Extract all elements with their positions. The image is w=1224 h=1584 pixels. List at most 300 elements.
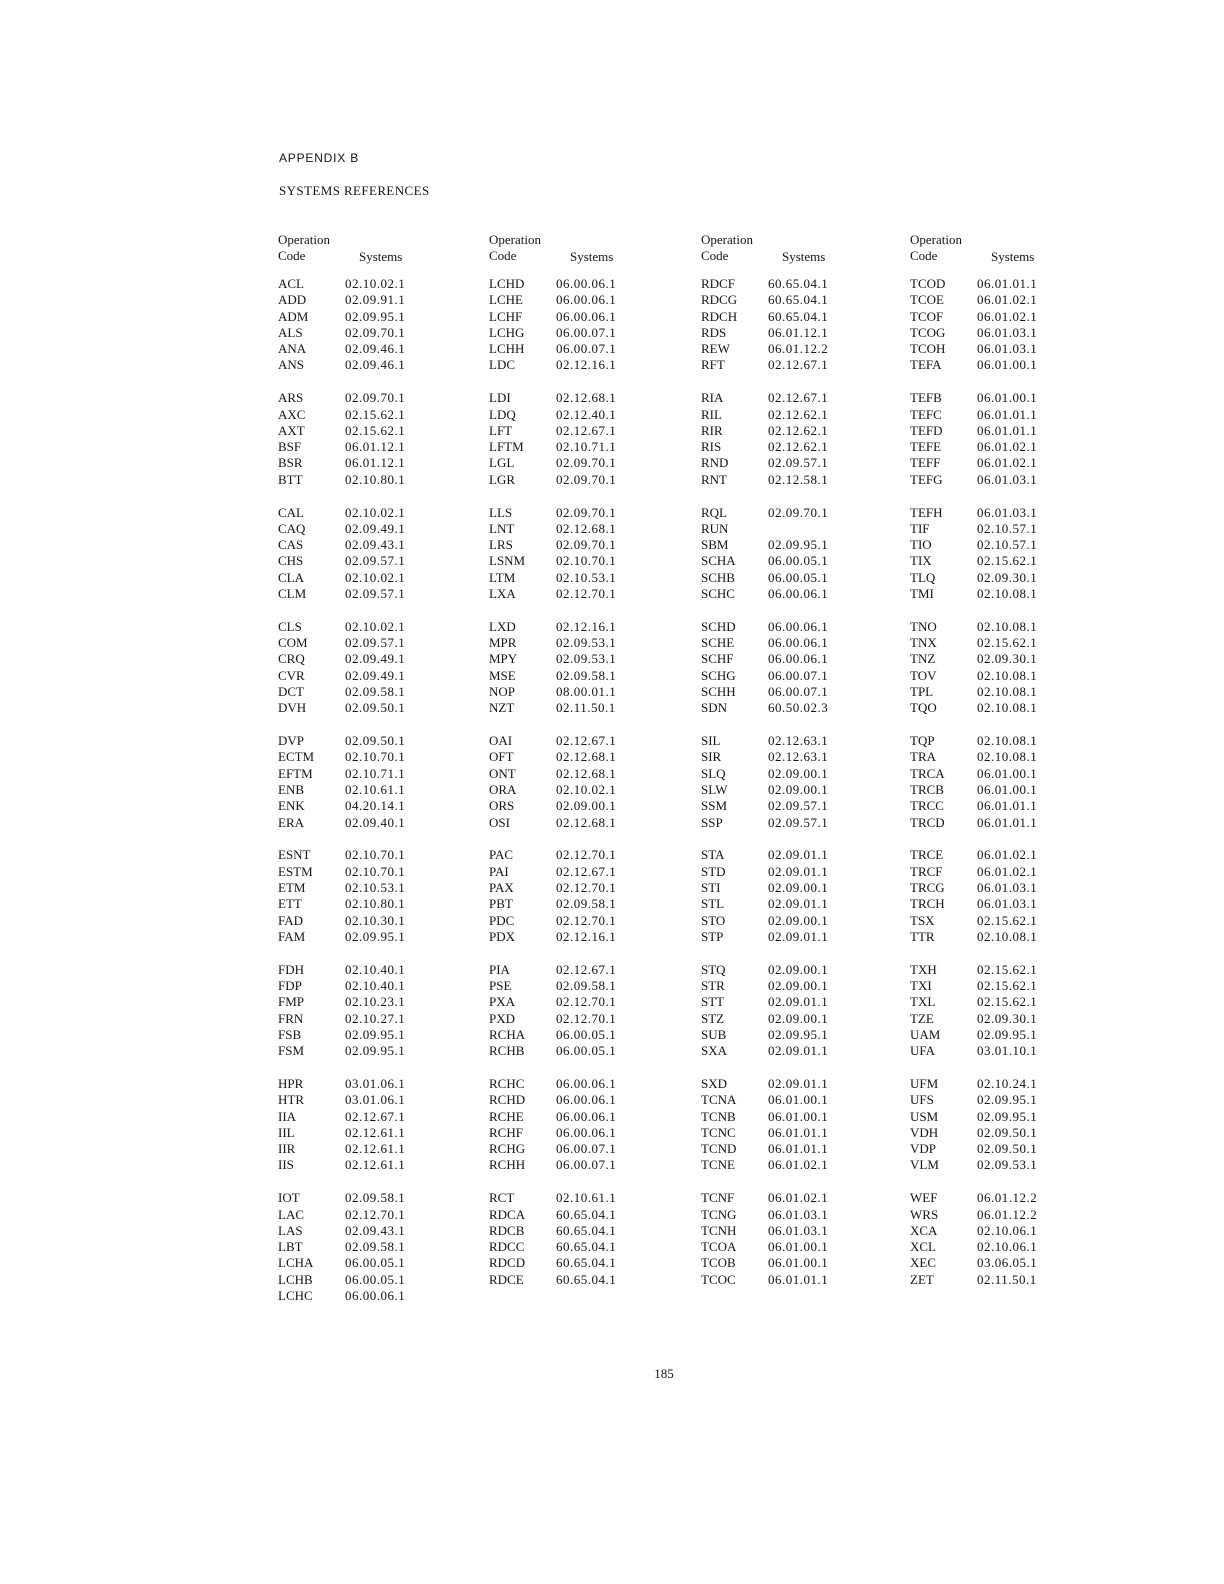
systems-reference: 60.50.02.3 — [768, 700, 829, 716]
systems-reference: 02.09.46.1 — [345, 357, 406, 373]
table-row — [910, 423, 1110, 439]
systems-reference: 06.01.00.1 — [977, 765, 1038, 781]
systems-reference: 02.15.62.1 — [977, 912, 1038, 928]
systems-reference: 02.10.08.1 — [977, 749, 1038, 765]
systems-reference: 02.12.16.1 — [556, 928, 617, 944]
operation-code: STI — [701, 880, 721, 895]
systems-reference: 02.09.58.1 — [556, 667, 617, 683]
systems-reference: 02.15.62.1 — [977, 553, 1038, 569]
systems-reference: 02.09.95.1 — [977, 1108, 1038, 1124]
operation-code: ADD — [278, 292, 307, 308]
systems-reference: 06.01.01.1 — [977, 798, 1038, 814]
table-row — [701, 1141, 901, 1157]
table-row — [489, 570, 689, 586]
row-group — [278, 505, 478, 603]
operation-code: SXA — [701, 1043, 728, 1059]
operation-code: CLS — [278, 618, 302, 634]
table-row — [701, 357, 901, 373]
systems-reference: 02.09.58.1 — [345, 1239, 406, 1255]
operation-code: TXH — [910, 961, 937, 977]
operation-code: TQP — [910, 733, 935, 749]
systems-reference: 06.01.02.1 — [977, 292, 1038, 308]
operation-code: STP — [701, 928, 724, 944]
table-row — [910, 586, 1110, 602]
systems-reference: 02.09.01.1 — [768, 1075, 829, 1091]
column-header — [910, 232, 1110, 276]
table-row — [489, 749, 689, 765]
table-row — [701, 1223, 901, 1239]
operation-code: ADM — [278, 308, 309, 324]
operation-code: BTT — [278, 471, 303, 487]
operation-code: UFA — [910, 1043, 936, 1059]
systems-reference: 06.01.03.1 — [977, 341, 1038, 357]
operation-code: XCA — [910, 1222, 938, 1238]
reference-column — [910, 232, 1110, 1288]
operation-code: TRCA — [910, 765, 945, 781]
operation-code: PAC — [489, 847, 514, 863]
operation-code: MSE — [489, 667, 516, 683]
column-header — [278, 232, 478, 276]
operation-code: FAD — [278, 912, 304, 928]
systems-reference: 02.15.62.1 — [977, 977, 1038, 993]
systems-reference: 06.01.01.1 — [768, 1141, 829, 1157]
operation-code: SCHC — [701, 586, 735, 602]
systems-reference: 02.10.61.1 — [345, 782, 406, 798]
operation-code: SSM — [701, 798, 728, 814]
operation-code: TQO — [910, 700, 937, 716]
row-group — [701, 733, 901, 831]
systems-reference: 02.10.80.1 — [345, 896, 406, 912]
table-row — [278, 553, 478, 569]
operation-code: DVH — [278, 700, 307, 716]
table-row — [701, 766, 901, 782]
systems-reference: 02.10.40.1 — [345, 961, 406, 977]
systems-reference: 02.09.00.1 — [768, 782, 829, 798]
table-row — [278, 423, 478, 439]
systems-reference: 02.12.67.1 — [556, 422, 617, 438]
systems-reference: 02.12.70.1 — [556, 880, 617, 895]
operation-code: CRQ — [278, 651, 305, 667]
systems-reference: 02.09.70.1 — [345, 390, 406, 406]
systems-reference: 06.01.00.1 — [977, 390, 1038, 406]
operation-code: FRN — [278, 1010, 304, 1026]
systems-reference: 06.00.06.1 — [556, 1124, 617, 1140]
systems-reference: 02.12.62.1 — [768, 439, 829, 455]
operation-code: CAS — [278, 537, 304, 553]
operation-code: LNT — [489, 520, 515, 536]
systems-reference: 02.09.57.1 — [345, 553, 406, 569]
operation-code: SDN — [701, 700, 728, 716]
table-row — [278, 798, 478, 814]
table-row — [701, 472, 901, 488]
table-row — [489, 1076, 689, 1092]
operation-code: CAL — [278, 504, 304, 520]
systems-reference: 02.15.62.1 — [977, 994, 1038, 1010]
operation-code: LXA — [489, 586, 516, 602]
operation-code: LCHG — [489, 324, 525, 340]
operation-code: LLS — [489, 504, 513, 520]
table-row — [701, 1011, 901, 1027]
operation-code: TRCF — [910, 863, 943, 879]
table-row — [701, 815, 901, 831]
table-row — [278, 668, 478, 684]
operation-code: UFS — [910, 1092, 934, 1108]
table-row — [489, 1223, 689, 1239]
operation-code: SCHE — [701, 635, 735, 651]
systems-reference: 02.11.50.1 — [977, 1271, 1037, 1287]
systems-reference: 02.10.71.1 — [345, 765, 406, 781]
systems-reference: 02.09.57.1 — [768, 798, 829, 814]
table-row — [278, 684, 478, 700]
systems-reference: 02.09.70.1 — [556, 471, 617, 487]
table-row — [489, 505, 689, 521]
operation-code: FSM — [278, 1043, 305, 1059]
table-row — [489, 1092, 689, 1108]
systems-reference: 02.10.08.1 — [977, 618, 1038, 634]
table-row — [910, 472, 1110, 488]
operation-code: RCHD — [489, 1092, 526, 1108]
row-group — [910, 733, 1110, 831]
systems-reference: 06.00.06.1 — [768, 651, 829, 667]
systems-reference: 06.00.06.1 — [556, 1092, 617, 1108]
table-row — [278, 749, 478, 765]
operation-code: LCHA — [278, 1255, 314, 1271]
row-group — [489, 847, 689, 945]
row-group — [910, 847, 1110, 945]
systems-reference: 02.10.08.1 — [977, 700, 1038, 716]
row-group — [489, 1076, 689, 1174]
table-row — [278, 439, 478, 455]
operation-code: LFTM — [489, 439, 524, 455]
systems-reference: 06.01.02.1 — [977, 863, 1038, 879]
reference-column — [489, 232, 689, 1288]
systems-reference: 02.09.40.1 — [345, 814, 406, 830]
operation-code: LCHE — [489, 292, 523, 308]
operation-code: ANS — [278, 357, 305, 373]
table-row — [910, 929, 1110, 945]
table-row — [701, 1239, 901, 1255]
systems-reference: 06.01.00.1 — [977, 357, 1038, 373]
operation-code: BSR — [278, 455, 303, 471]
table-row — [278, 325, 478, 341]
systems-reference: 02.09.46.1 — [345, 341, 406, 357]
operation-code: FAM — [278, 928, 306, 944]
systems-reference: 06.01.00.1 — [768, 1092, 829, 1108]
operation-code: LFT — [489, 422, 513, 438]
systems-reference: 06.01.02.1 — [977, 308, 1038, 324]
table-row — [278, 570, 478, 586]
table-row — [278, 847, 478, 863]
operation-code: RDS — [701, 324, 727, 340]
table-row — [278, 880, 478, 896]
table-row — [489, 962, 689, 978]
table-row — [489, 1157, 689, 1173]
table-row — [910, 651, 1110, 667]
systems-reference: 02.09.49.1 — [345, 520, 406, 536]
table-row — [278, 782, 478, 798]
table-row — [489, 423, 689, 439]
table-row — [278, 1207, 478, 1223]
systems-reference: 02.15.62.1 — [977, 961, 1038, 977]
systems-reference: 02.09.95.1 — [345, 1026, 406, 1042]
table-row — [701, 668, 901, 684]
table-row — [278, 505, 478, 521]
operation-code: STT — [701, 994, 725, 1010]
operation-code: TIF — [910, 520, 930, 536]
systems-reference: 02.12.68.1 — [556, 749, 617, 765]
table-row — [278, 521, 478, 537]
systems-reference: 06.00.05.1 — [768, 569, 829, 585]
systems-reference: 06.00.06.1 — [556, 308, 617, 324]
systems-reference: 02.09.57.1 — [345, 586, 406, 602]
operation-code: TCOD — [910, 276, 946, 291]
table-row — [278, 1141, 478, 1157]
table-row — [701, 553, 901, 569]
operation-code: IIL — [278, 1124, 295, 1140]
operation-code: TEFA — [910, 357, 942, 373]
table-row — [910, 1272, 1110, 1288]
table-row — [278, 651, 478, 667]
row-group — [910, 1076, 1110, 1174]
systems-reference: 04.20.14.1 — [345, 798, 406, 814]
systems-reference: 02.09.70.1 — [556, 455, 617, 471]
row-group — [278, 1076, 478, 1174]
systems-reference: 02.09.95.1 — [345, 1043, 406, 1059]
systems-reference: 02.09.30.1 — [977, 569, 1038, 585]
table-row — [278, 864, 478, 880]
table-row — [910, 1076, 1110, 1092]
operation-code: TPL — [910, 684, 934, 700]
row-group — [278, 733, 478, 831]
systems-reference: 02.09.95.1 — [345, 308, 406, 324]
table-row — [489, 1125, 689, 1141]
table-row — [910, 357, 1110, 373]
operation-code: ONT — [489, 765, 516, 781]
operation-code: TEFB — [910, 390, 942, 406]
table-row — [278, 733, 478, 749]
systems-reference: 02.09.01.1 — [768, 847, 829, 863]
operation-code: IIS — [278, 1157, 294, 1173]
operation-code: DVP — [278, 733, 305, 749]
table-row — [489, 1027, 689, 1043]
table-row — [701, 439, 901, 455]
systems-reference: 60.65.04.1 — [768, 308, 829, 324]
table-row — [701, 1190, 901, 1206]
operation-code: IIR — [278, 1141, 296, 1157]
systems-reference: 02.09.49.1 — [345, 667, 406, 683]
systems-reference: 60.65.04.1 — [556, 1206, 617, 1222]
operation-code: TNZ — [910, 651, 936, 667]
reference-column — [278, 232, 478, 1304]
table-row — [910, 1207, 1110, 1223]
table-row — [701, 325, 901, 341]
reference-column — [701, 232, 901, 1288]
systems-reference: 02.11.50.1 — [556, 700, 616, 716]
table-row — [910, 798, 1110, 814]
operation-code: ESTM — [278, 863, 313, 879]
systems-reference: 60.65.04.1 — [556, 1271, 617, 1287]
table-row — [701, 684, 901, 700]
row-group — [278, 847, 478, 945]
systems-reference: 02.09.57.1 — [768, 814, 829, 830]
systems-reference: 02.09.95.1 — [977, 1026, 1038, 1042]
operation-code: CLA — [278, 569, 304, 585]
operation-code: WEF — [910, 1190, 938, 1206]
section-heading: SYSTEMS REFERENCES — [279, 183, 430, 198]
systems-reference: 06.00.06.1 — [556, 1108, 617, 1124]
table-row — [278, 1157, 478, 1173]
table-row — [701, 896, 901, 912]
operation-code: LAS — [278, 1222, 303, 1238]
row-group — [489, 390, 689, 488]
operation-code: TCNA — [701, 1092, 737, 1108]
systems-reference: 02.09.00.1 — [556, 798, 617, 814]
operation-code: PIA — [489, 961, 510, 977]
operation-code: RCHH — [489, 1157, 526, 1173]
column-header-systems: Systems — [359, 249, 403, 264]
operation-code: RIA — [701, 390, 724, 406]
table-row — [489, 635, 689, 651]
systems-reference: 02.12.70.1 — [556, 994, 617, 1010]
systems-reference: 02.09.95.1 — [977, 1092, 1038, 1108]
operation-code: TCOA — [701, 1239, 737, 1255]
operation-code: ERA — [278, 814, 304, 830]
systems-reference: 02.12.70.1 — [556, 912, 617, 928]
systems-reference: 06.01.01.1 — [977, 406, 1038, 422]
systems-reference: 60.65.04.1 — [556, 1222, 617, 1238]
systems-reference: 06.01.03.1 — [768, 1222, 829, 1238]
operation-code: RCHG — [489, 1141, 526, 1157]
table-row — [910, 913, 1110, 929]
systems-reference: 02.15.62.1 — [345, 422, 406, 438]
systems-reference: 02.10.24.1 — [977, 1075, 1038, 1091]
operation-code: COM — [278, 635, 308, 651]
systems-reference: 02.09.70.1 — [768, 504, 829, 520]
operation-code: TNO — [910, 618, 937, 634]
systems-reference: 02.10.70.1 — [345, 863, 406, 879]
operation-code: SBM — [701, 537, 729, 553]
table-row — [489, 668, 689, 684]
table-row — [701, 978, 901, 994]
systems-reference: 02.15.62.1 — [977, 635, 1038, 651]
operation-code: WRS — [910, 1206, 939, 1222]
operation-code: FMP — [278, 994, 305, 1010]
operation-code: XEC — [910, 1255, 936, 1271]
table-row — [910, 749, 1110, 765]
operation-code: TCNC — [701, 1124, 736, 1140]
operation-code: NOP — [489, 684, 516, 700]
systems-reference: 02.10.08.1 — [977, 667, 1038, 683]
operation-code: VDP — [910, 1141, 937, 1157]
table-row — [701, 423, 901, 439]
systems-reference: 02.12.16.1 — [556, 618, 617, 634]
table-row — [701, 1109, 901, 1125]
operation-code: SXD — [701, 1075, 728, 1091]
appendix-heading: APPENDIX B — [279, 151, 360, 165]
operation-code: TCNG — [701, 1206, 737, 1222]
table-row — [910, 994, 1110, 1010]
operation-code: SCHH — [701, 684, 736, 700]
operation-code: RDCB — [489, 1222, 525, 1238]
table-row — [701, 1272, 901, 1288]
table-row — [278, 619, 478, 635]
systems-reference: 02.09.00.1 — [768, 765, 829, 781]
operation-code: NZT — [489, 700, 515, 716]
operation-code: AXT — [278, 422, 305, 438]
systems-reference: 02.09.01.1 — [768, 1043, 829, 1059]
column-header-operation: Operation — [701, 232, 753, 247]
systems-reference: 03.01.10.1 — [977, 1043, 1038, 1059]
operation-code: REW — [701, 341, 730, 357]
table-row — [278, 1043, 478, 1059]
table-row — [489, 455, 689, 471]
table-row — [701, 1207, 901, 1223]
systems-reference: 06.01.01.1 — [977, 422, 1038, 438]
operation-code: ALS — [278, 324, 303, 340]
operation-code: VDH — [910, 1124, 939, 1140]
operation-code: RCHE — [489, 1108, 524, 1124]
column-header-operation: Operation — [489, 232, 541, 247]
table-row — [701, 864, 901, 880]
systems-reference: 06.00.06.1 — [556, 292, 617, 308]
operation-code: TCOF — [910, 308, 944, 324]
table-row — [489, 619, 689, 635]
table-row — [910, 619, 1110, 635]
table-row — [489, 847, 689, 863]
table-row — [910, 1223, 1110, 1239]
page-number: 185 — [654, 1366, 674, 1381]
operation-code: RDCF — [701, 276, 735, 291]
systems-reference: 02.09.00.1 — [768, 912, 829, 928]
operation-code: STR — [701, 977, 725, 993]
table-row — [489, 1239, 689, 1255]
operation-code: TRCC — [910, 798, 944, 814]
operation-code: STQ — [701, 961, 726, 977]
systems-reference: 02.10.02.1 — [345, 504, 406, 520]
systems-reference: 02.10.53.1 — [556, 569, 617, 585]
table-row — [278, 1092, 478, 1108]
row-group — [910, 962, 1110, 1060]
table-row — [278, 292, 478, 308]
operation-code: TCOC — [701, 1271, 736, 1287]
operation-code: RDCH — [701, 308, 738, 324]
systems-reference: 02.09.58.1 — [556, 896, 617, 912]
row-group — [701, 962, 901, 1060]
table-row — [489, 537, 689, 553]
table-row — [278, 1076, 478, 1092]
operation-code: EFTM — [278, 765, 313, 781]
operation-code: RNT — [701, 471, 727, 487]
systems-reference: 02.09.95.1 — [345, 928, 406, 944]
operation-code: RUN — [701, 520, 729, 536]
table-row — [910, 733, 1110, 749]
table-row — [910, 815, 1110, 831]
table-row — [701, 1043, 901, 1059]
operation-code: RQL — [701, 504, 727, 520]
table-row — [489, 1207, 689, 1223]
systems-reference: 06.00.05.1 — [556, 1026, 617, 1042]
operation-code: STL — [701, 896, 725, 912]
column-header-systems: Systems — [570, 249, 614, 264]
table-row — [489, 913, 689, 929]
systems-reference: 02.12.68.1 — [556, 765, 617, 781]
systems-reference: 02.09.01.1 — [768, 928, 829, 944]
systems-reference: 02.12.67.1 — [768, 390, 829, 406]
table-row — [701, 619, 901, 635]
table-row — [278, 390, 478, 406]
table-row — [910, 847, 1110, 863]
table-row — [278, 309, 478, 325]
